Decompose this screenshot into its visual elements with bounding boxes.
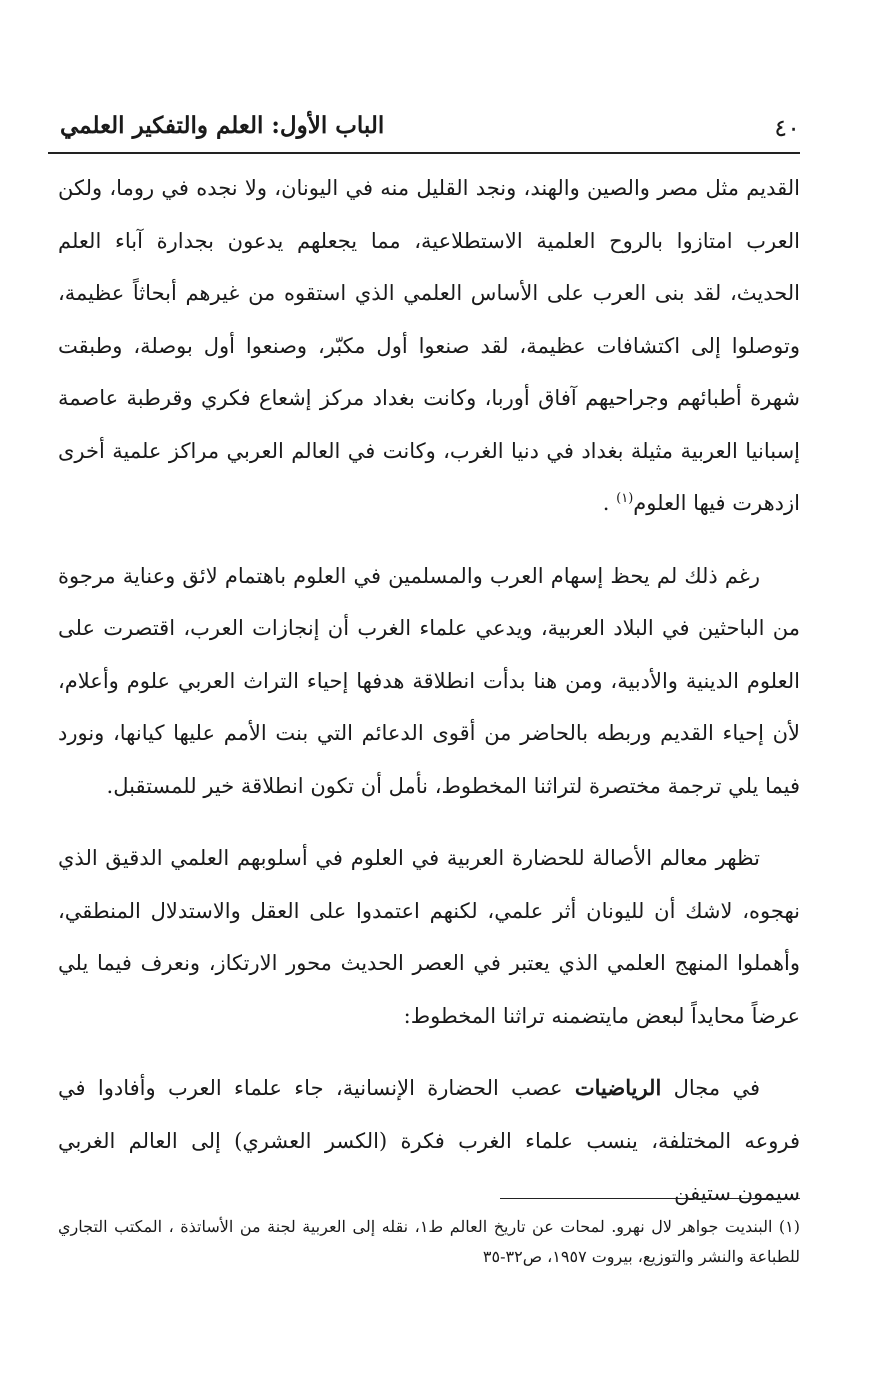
paragraph-1 (58, 162, 800, 530)
paragraph-1-end: . (602, 491, 617, 515)
footnote: (١) البنديت جواهر لال نهرو. لمحات عن تاريخ العالم ط١، نقله إلى العربية لجنة من الأساتذة ، المكتب التجاري للطباعة والنشر والتوزيع، بيروت ١٩٥٧، ص٣٢-٣٥ (58, 1217, 801, 1266)
paragraph-1-text: القديم مثل مصر والصين والهند، ونجد القليل منه في اليونان، ولا نجده في روما، ولكن العرب امتازوا بالروح العلمية الاستطلاعية، مما يجعلهم يدعون بجدارة آباء العلم الحديث، لقد بنى العرب على الأساس العلمي الذي استقوه من غيرهم أبحاثاً عظيمة، وتوصلوا إلى اكتشافات عظيمة، لقد صنعوا أول مكبّر، وصنعوا أول بوصلة، وطبقت شهرة أطبائهم وجراحيهم آفاق أوربا، وكانت بغداد مركز إشعاع فكري وقرطبة عاصمة إسبانيا العربية مثيلة بغداد في دنيا الغرب، وكانت في العالم العربي مراكز علمية أخرى ازدهرت فيها العلوم (58, 176, 800, 515)
body-text (58, 162, 800, 1220)
footnote-marker: (١) (616, 491, 634, 506)
paragraph-4 (58, 1062, 800, 1220)
footnote-divider (500, 1198, 800, 1199)
chapter-title: الباب الأول: العلم والتفكير العلمي (60, 112, 385, 139)
page-header (48, 112, 800, 154)
paragraph-4-rest: عصب الحضارة الإنسانية، جاء علماء العرب وأفادوا في فروعه المختلفة، ينسب علماء الغرب فكرة (الكسر العشري) إلى العالم الغربي سيمون ستيفن (58, 1076, 800, 1205)
paragraph-3: تظهر معالم الأصالة للحضارة العربية في العلوم في أسلوبهم العلمي الدقيق الذي نهجوه، لاشك أن لليونان أثر علمي، لكنهم اعتمدوا على العقل والاستدلال المنطقي، وأهملوا المنهج العلمي الذي يعتبر في العصر الحديث محور الارتكاز، ونعرف فيما يلي عرضاً محايداً لبعض مايتضمنه تراثنا المخطوط: (58, 846, 800, 1028)
paragraph-2: رغم ذلك لم يحظ إسهام العرب والمسلمين في العلوم باهتمام لائق وعناية مرجوة من الباحثين في البلاد العربية، ويدعي علماء الغرب أن إنجازات العرب، اقتصرت على العلوم الدينية والأدبية، ومن هنا بدأت انطلاقة هدفها إحياء التراث العربي علوم وأعلام، لأن إحياء القديم وربطه بالحاضر من أقوى الدعائم التي بنت الأمم عليها كيانها، ونورد فيما يلي ترجمة مختصرة لتراثنا المخطوط، نأمل أن تكون انطلاقة خير للمستقبل. (58, 563, 800, 798)
page-number: ٤٠ (774, 114, 800, 142)
paragraph-4-bold-term: الرياضيات (574, 1075, 662, 1100)
paragraph-4-start: في مجال (661, 1076, 761, 1100)
